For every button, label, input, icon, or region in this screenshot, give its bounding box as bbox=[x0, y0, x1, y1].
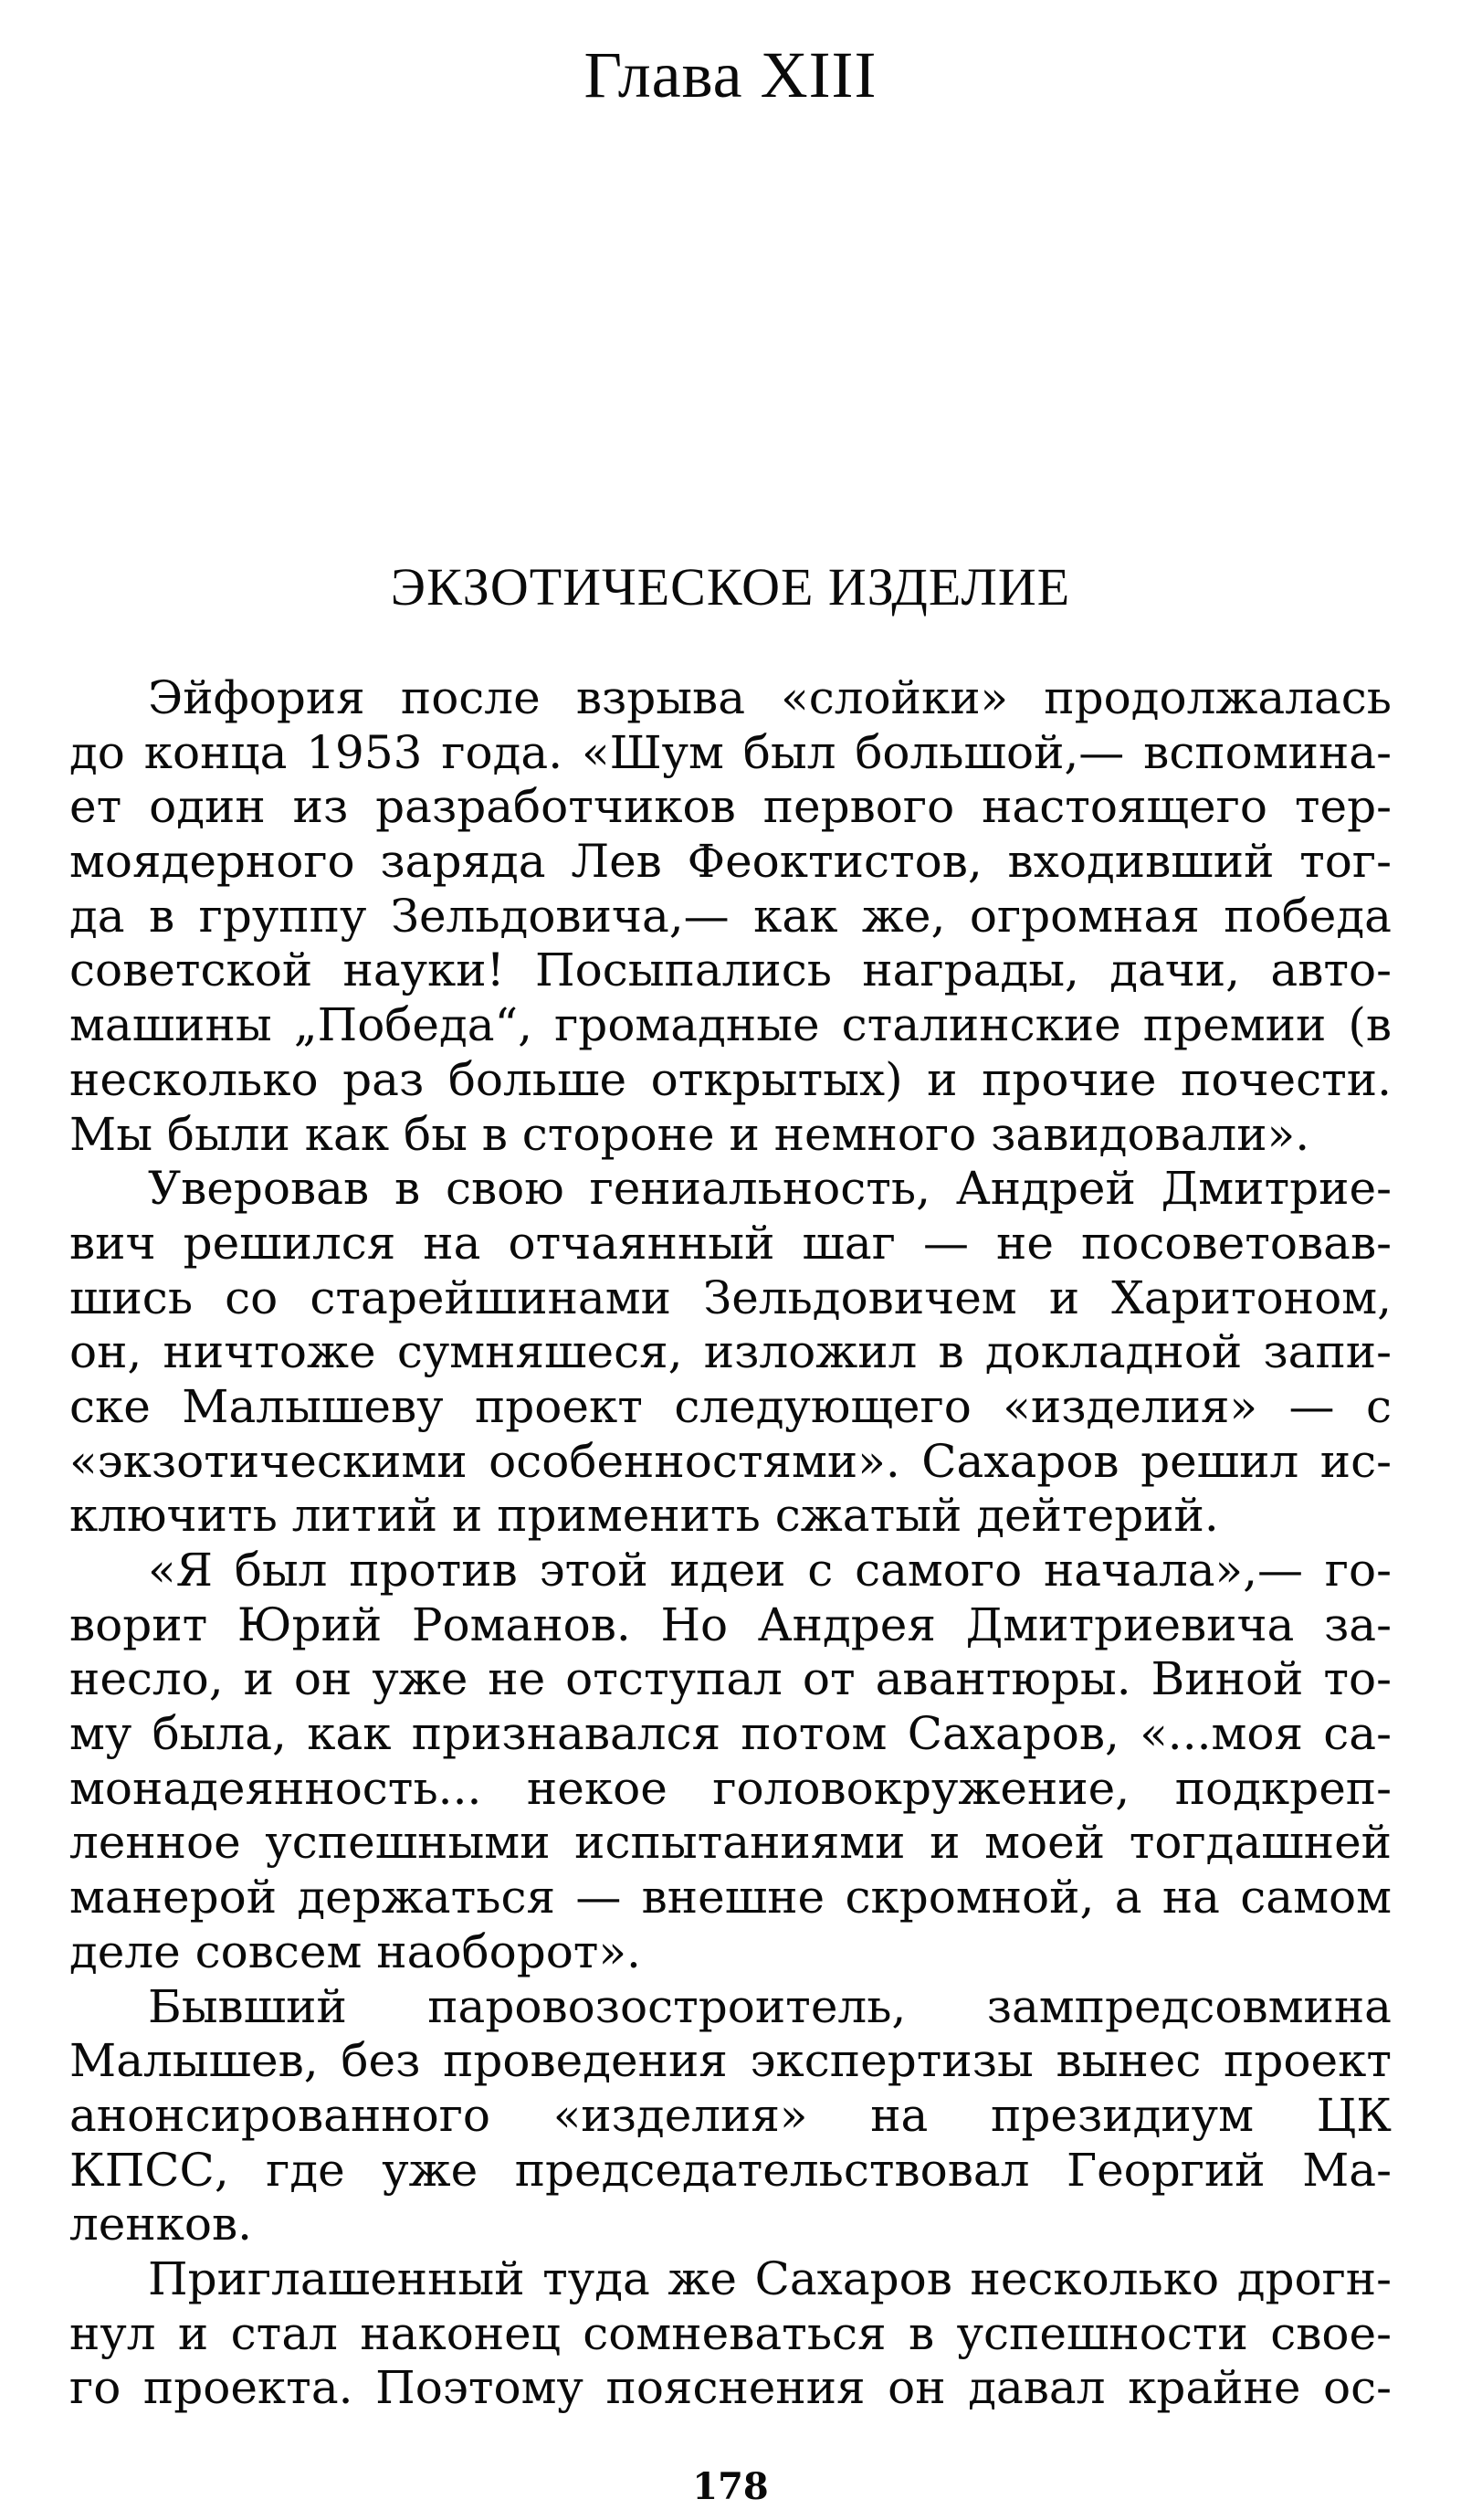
text-line: машины „Победа“, громадные сталинские премии (в bbox=[69, 998, 1392, 1052]
text-line: анонсированного «изделия» на президиум ЦК bbox=[69, 2088, 1392, 2142]
text-line: да в группу Зельдовича,— как же, огромная победа bbox=[69, 889, 1392, 943]
text-line: деле совсем наоборот». bbox=[69, 1924, 641, 1978]
text-line: он, ничтоже сумняшеся, изложил в докладной запи- bbox=[69, 1325, 1392, 1379]
page-number: 178 bbox=[692, 2465, 769, 2508]
paragraph-1 bbox=[69, 671, 1392, 1162]
text-line: манерой держаться — внешне скромной, а на самом bbox=[69, 1871, 1392, 1924]
body-text bbox=[69, 671, 1392, 2416]
text-line: «экзотическими особенностями». Сахаров решил ис- bbox=[69, 1434, 1392, 1488]
text-line: до конца 1953 года. «Шум был большой,— вспомина- bbox=[69, 725, 1392, 779]
text-line: Уверовав в свою гениальность, Андрей Дмитрие- bbox=[148, 1162, 1392, 1216]
chapter-title: Глава XIII bbox=[583, 38, 878, 111]
text-line: несколько раз больше открытых) и прочие почести. bbox=[69, 1052, 1392, 1106]
text-line: шись со старейшинами Зельдовичем и Харитоном, bbox=[69, 1271, 1392, 1324]
text-line: Бывший паровозостроитель, зампредсовмина bbox=[148, 1979, 1392, 2033]
paragraph-5 bbox=[69, 2252, 1392, 2416]
section-title: ЭКЗОТИЧЕСКОЕ ИЗДЕЛИЕ bbox=[390, 557, 1071, 617]
text-line: Приглашенный туда же Сахаров несколько дрогн- bbox=[148, 2251, 1392, 2305]
text-line: советской науки! Посыпались награды, дачи, авто- bbox=[69, 944, 1392, 997]
text-line: Малышев, без проведения экспертизы вынес проект bbox=[69, 2034, 1392, 2088]
text-line: несло, и он уже не отступал от авантюры. Виной то- bbox=[69, 1652, 1392, 1706]
text-line: ске Малышеву проект следующего «изделия» — с bbox=[69, 1379, 1392, 1433]
text-line: монадеянность... некое головокружение, подкреп- bbox=[69, 1761, 1392, 1815]
text-line: му была, как признавался потом Сахаров, «...моя са- bbox=[69, 1707, 1392, 1761]
paragraph-3 bbox=[69, 1544, 1392, 1980]
text-line: КПСС, где уже председательствовал Георгий Ма- bbox=[69, 2143, 1392, 2197]
text-line: моядерного заряда Лев Феоктистов, входивший тог- bbox=[69, 835, 1392, 889]
text-line: Мы были как бы в стороне и немного завидовали». bbox=[69, 1107, 1310, 1161]
text-line: ленное успешными испытаниями и моей тогдашней bbox=[69, 1816, 1392, 1870]
text-line: ленков. bbox=[69, 2198, 253, 2251]
text-line: нул и стал наконец сомневаться в успешности свое- bbox=[69, 2306, 1392, 2360]
paragraph-2 bbox=[69, 1162, 1392, 1544]
text-line: «Я был против этой идеи с самого начала»,— го- bbox=[148, 1544, 1392, 1597]
text-line: Эйфория после взрыва «слойки» продолжалась bbox=[148, 671, 1392, 724]
text-line: ключить литий и применить сжатый дейтерий. bbox=[69, 1489, 1219, 1543]
text-line: ет один из разработчиков первого настоящего тер- bbox=[69, 780, 1392, 834]
paragraph-4 bbox=[69, 1980, 1392, 2252]
text-line: го проекта. Поэтому пояснения он давал крайне ос- bbox=[69, 2361, 1392, 2415]
text-line: вич решился на отчаянный шаг — не посоветовав- bbox=[69, 1216, 1392, 1270]
text-line: ворит Юрий Романов. Но Андрея Дмитриевича за- bbox=[69, 1597, 1392, 1651]
